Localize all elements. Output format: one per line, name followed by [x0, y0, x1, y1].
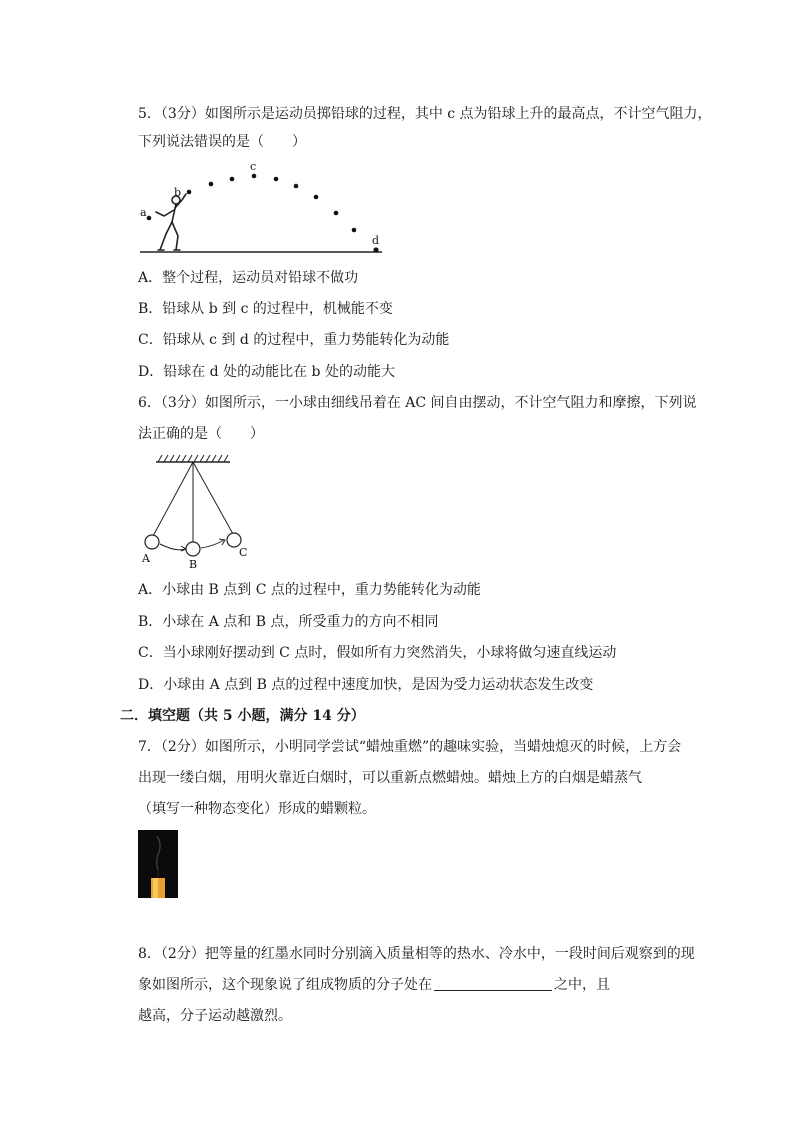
q6-stem-line2: 法正确的是（ ）: [138, 426, 264, 442]
label-a: a: [140, 206, 147, 219]
q7-stem-line3: （填写一种物态变化）形成的蜡颗粒。: [138, 801, 376, 817]
q6-option-a[interactable]: A．小球由 B 点到 C 点的过程中，重力势能转化为动能: [138, 582, 481, 598]
q8-stem-line1: 8．（2分）把等量的红墨水同时分别滴入质量相等的热水、冷水中，一段时间后观察到的现: [138, 946, 695, 962]
shot-put-figure: [136, 160, 386, 260]
q6-option-d[interactable]: D．小球由 A 点到 B 点的过程中速度加快，是因为受力运动状态发生改变: [138, 677, 594, 693]
q8-answer-blank[interactable]: [434, 976, 552, 991]
candle-photo: [138, 830, 178, 898]
label-A: A: [142, 552, 150, 565]
q7-stem-line2: 出现一缕白烟，用明火靠近白烟时，可以重新点燃蜡烛。蜡烛上方的白烟是蜡蒸气: [138, 770, 642, 786]
q8-line2-text-b: 之中，且: [554, 977, 610, 993]
q6-stem-line1: 6．（3分）如图所示，一小球由细线吊着在 AC 间自由摆动，不计空气阻力和摩擦，下列说: [138, 395, 697, 411]
label-c: c: [250, 160, 257, 173]
q6-option-b[interactable]: B．小球在 A 点和 B 点，所受重力的方向不相同: [138, 614, 439, 630]
label-C: C: [239, 546, 248, 559]
q5-stem-line2: 下列说法错误的是（ ）: [138, 134, 306, 150]
pendulum-figure: [136, 452, 256, 574]
q8-line2-text-a: 象如图所示，这个现象说了组成物质的分子处在: [138, 977, 432, 993]
q8-stem-line3-visible: 越高，分子运动越激烈。: [138, 1008, 292, 1024]
q8-line2-container: [138, 975, 610, 995]
q5-option-b[interactable]: B．铅球从 b 到 c 的过程中，机械能不变: [138, 301, 393, 317]
label-d: d: [372, 234, 380, 247]
label-b: b: [174, 186, 182, 199]
q5-option-a[interactable]: A．整个过程，运动员对铅球不做功: [138, 270, 359, 286]
q5-option-c[interactable]: C．铅球从 c 到 d 的过程中，重力势能转化为动能: [138, 332, 450, 348]
q6-option-c[interactable]: C．当小球刚好摆动到 C 点时，假如所有力突然消失，小球将做匀速直线运动: [138, 645, 617, 661]
q5-stem-line1: 5．（3分）如图所示是运动员掷铅球的过程，其中 c 点为铅球上升的最高点，不计空气阻力，: [138, 106, 712, 122]
section-title: 二．填空题（共 5 小题，满分 14 分）: [120, 708, 365, 724]
q5-option-d[interactable]: D．铅球在 d 处的动能比在 b 处的动能大: [138, 364, 395, 380]
label-B: B: [189, 558, 198, 571]
q7-stem-line1: 7．（2分）如图所示，小明同学尝试“蜡烛重燃”的趣味实验，当蜡烛熄灭的时候，上方会: [138, 739, 682, 755]
